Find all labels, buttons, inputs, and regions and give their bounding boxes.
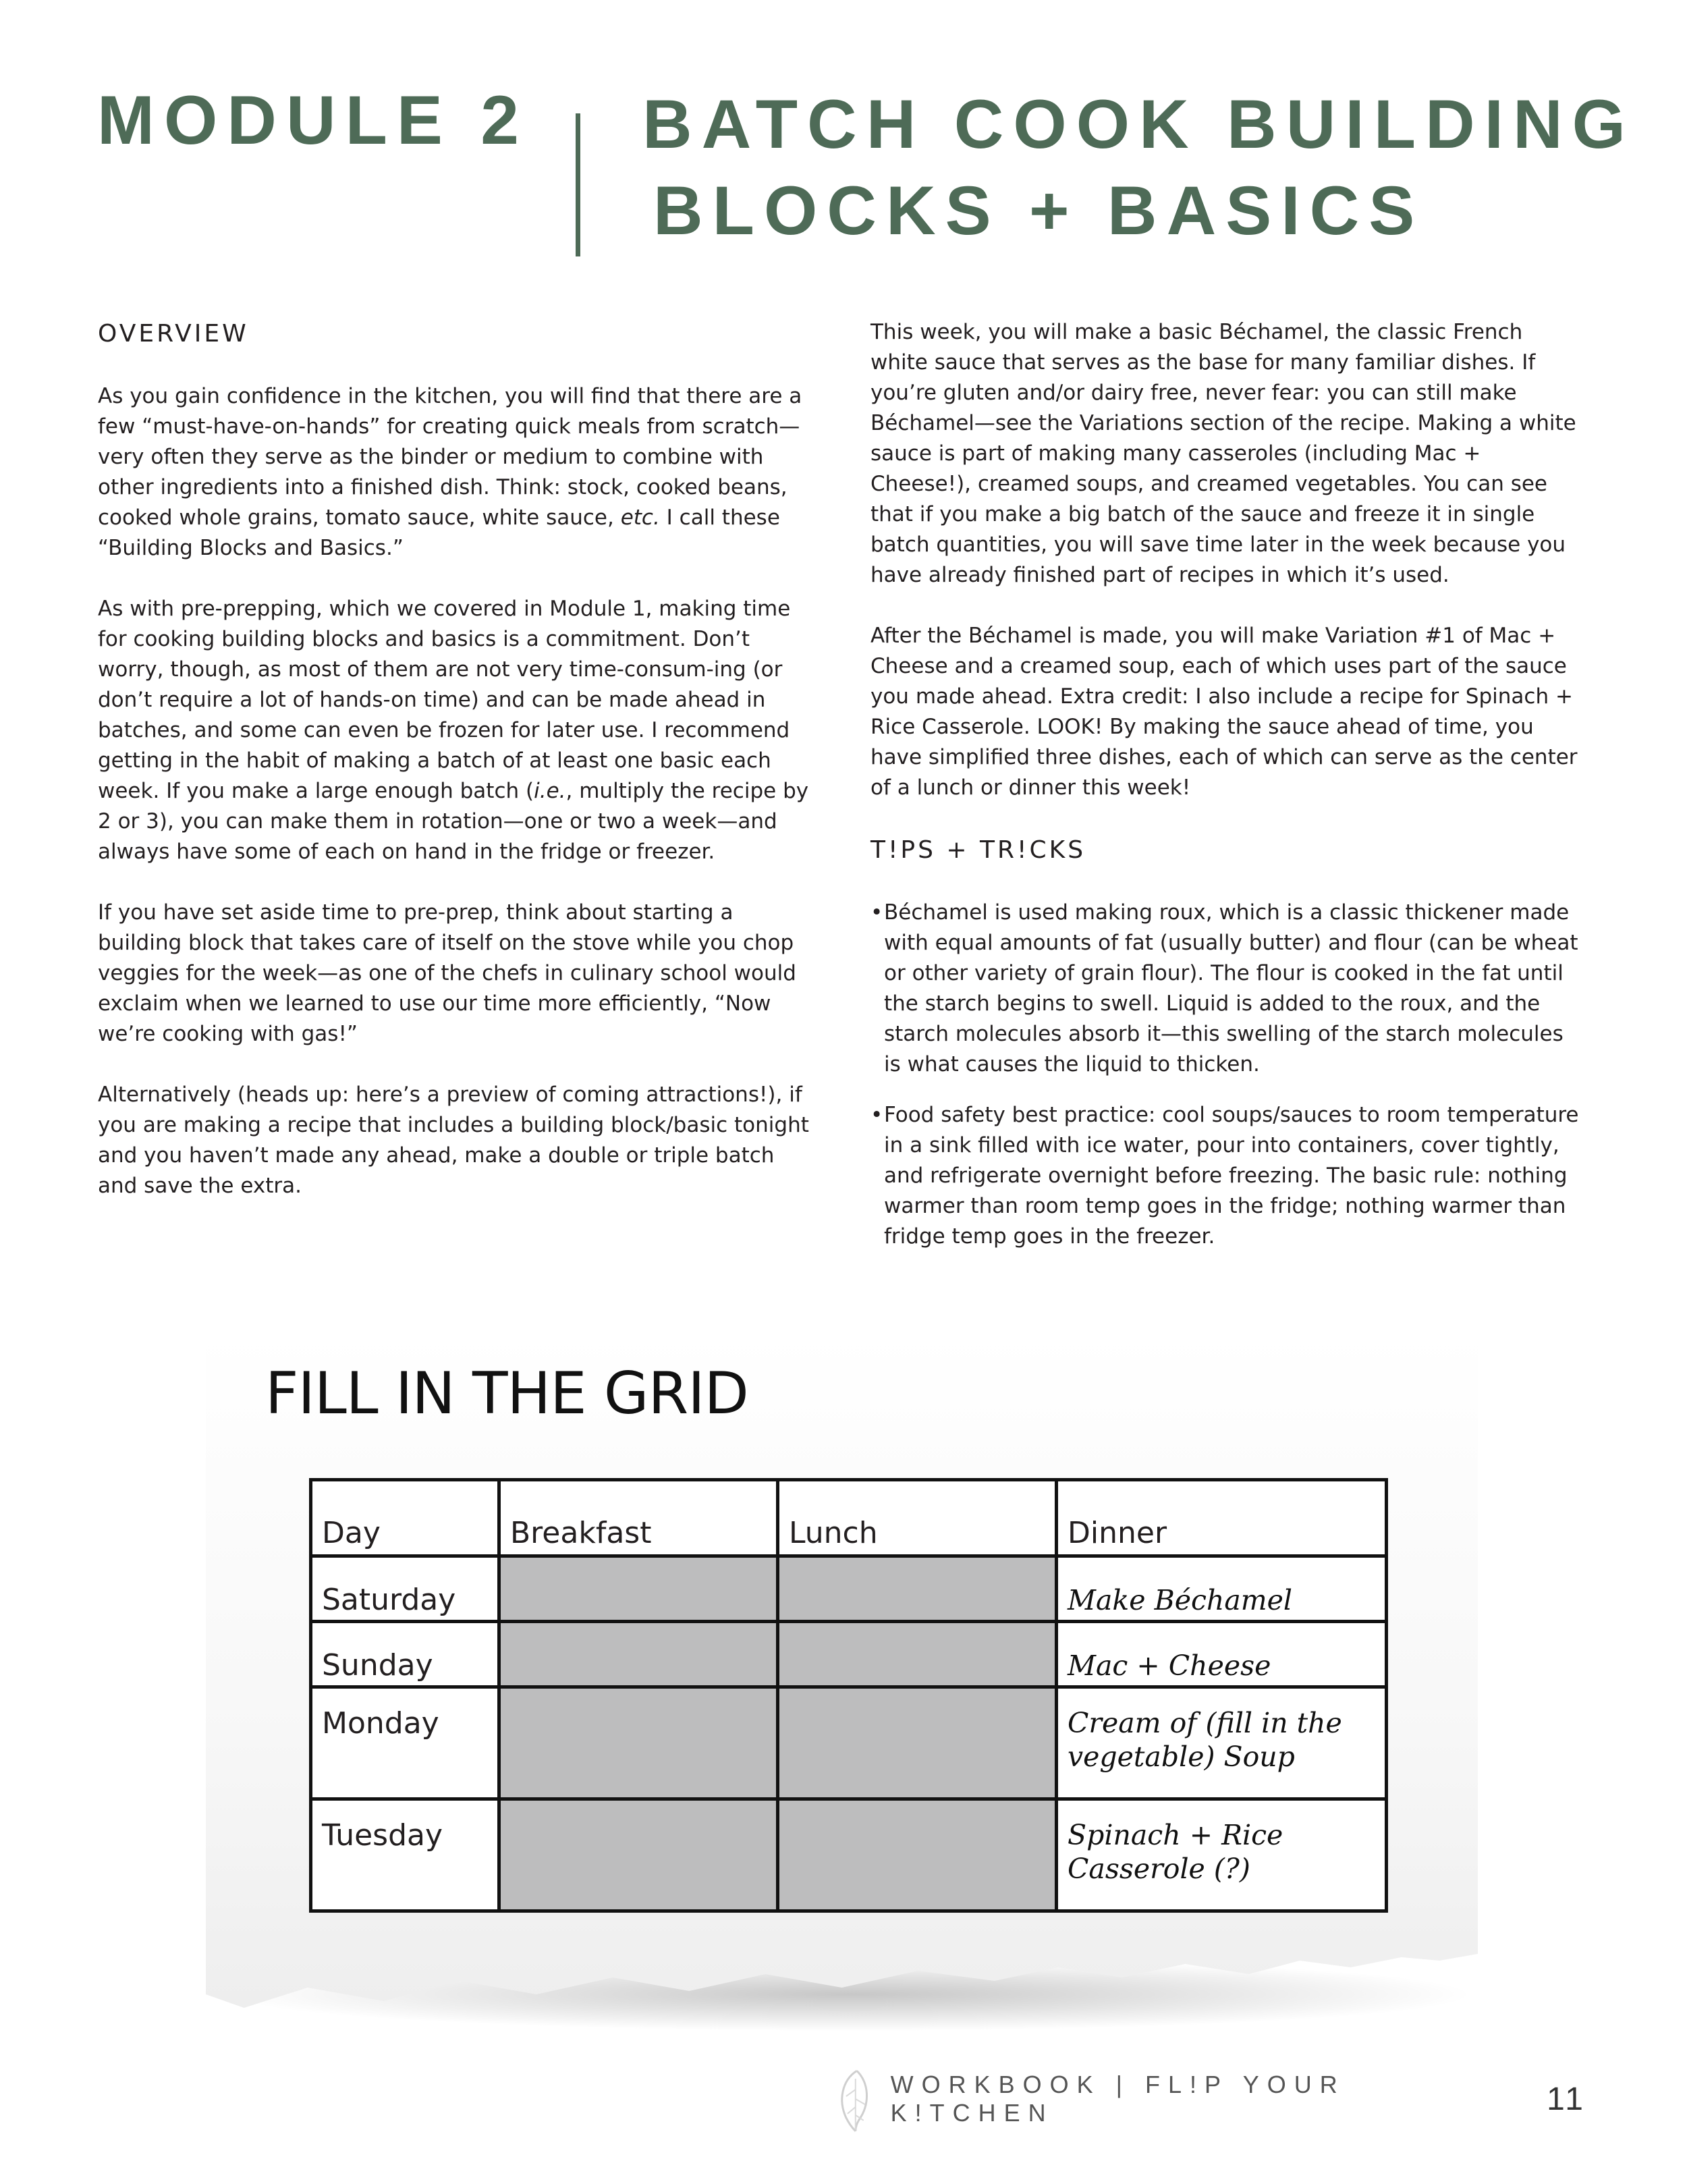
header-breakfast: Breakfast xyxy=(499,1480,778,1556)
lunch-cell[interactable] xyxy=(778,1556,1057,1622)
overview-heading: OVERVIEW xyxy=(98,320,249,348)
header-dinner: Dinner xyxy=(1057,1480,1387,1556)
intro-paragraph-2: After the Béchamel is made, you will make Variation #1 of Mac + Cheese and a creamed soup, each of which uses part of the sauce you made ahead. Extra credit: I also include a recipe for Spinach + Rice Casserole. LOOK! By making the sauce ahead of time, you have simplified three dishes, each of which can serve as the center of a lunch or dinner this week! xyxy=(870,624,1578,800)
breakfast-cell[interactable] xyxy=(499,1556,778,1622)
header-divider xyxy=(576,113,580,256)
overview-p2-ie: i.e. xyxy=(534,779,566,803)
day-cell: Monday xyxy=(311,1687,499,1799)
overview-p1-text-b: I call these “Building Blocks and Basics.” xyxy=(98,506,780,560)
intro-paragraph-1: This week, you will make a basic Béchamel, the classic French white sauce that serves as the base for many familiar dishes. If you’re gluten and/or dairy free, never fear: you can still make Béchamel—see the Variations section of the recipe. Making a white sauce is part of making many casseroles (including Mac + Cheese!), creamed soups, and creamed vegetables. You can see that if you make a big batch of the sauce and freeze it in single batch quantities, you will save time later in the week because you have already finished part of recipes in which it’s used. xyxy=(870,320,1576,587)
lunch-cell[interactable] xyxy=(778,1799,1057,1911)
tips-heading: T!PS + TR!CKS xyxy=(870,836,1086,864)
grid-header-row xyxy=(311,1480,1387,1556)
breakfast-cell[interactable] xyxy=(499,1799,778,1911)
table-row xyxy=(311,1799,1387,1911)
dinner-cell: Make Béchamel xyxy=(1057,1556,1387,1622)
grid-title: FILL IN THE GRID xyxy=(265,1360,748,1427)
table-row xyxy=(311,1687,1387,1799)
header-day: Day xyxy=(311,1480,499,1556)
table-row xyxy=(311,1622,1387,1687)
dinner-cell: Mac + Cheese xyxy=(1057,1622,1387,1687)
page-number: 11 xyxy=(1547,2081,1586,2117)
overview-paragraph-1 xyxy=(98,381,813,564)
footer-text: WORKBOOK | FL!P YOUR K!TCHEN xyxy=(890,2071,1346,2127)
day-cell: Saturday xyxy=(311,1556,499,1622)
overview-paragraph-3: If you have set aside time to pre-prep, think about starting a building block that takes care of itself on the stove while you chop veggies for the week—as one of the chefs in culinary school would exclaim when we learned to use our time more efficiently, “Now we’re cooking with gas!” xyxy=(98,900,796,1046)
overview-p1-text-a: As you gain confidence in the kitchen, you will find that there are a few “must-have-on-hands” for creating quick meals from scratch—very often they serve as the binder or medium to combine with other ingredients into a finished dish. Think: stock, cooked beans, cooked whole grains, tomato sauce, white sauce, xyxy=(98,384,802,530)
bullet-marker: • xyxy=(870,900,883,925)
overview-p2-text-a: As with pre-prepping, which we covered in Module 1, making time for cooking building blocks and basics is a commitment. Don’t worry, though, as most of them are not very time-consum-ing (or don’t require a lot of hands-on time) and can be made ahead in batches, and some can even be frozen for later use. I recommend getting in the habit of making a batch of at least one basic each week. If you make a large enough batch ( xyxy=(98,597,791,803)
meal-grid xyxy=(309,1478,1388,1913)
module-title-line2: BLOCKS + BASICS xyxy=(653,172,1425,249)
dinner-cell: Cream of (fill in the vegetable) Soup xyxy=(1057,1687,1387,1799)
overview-column xyxy=(98,317,813,1232)
table-row xyxy=(311,1556,1387,1622)
module-title xyxy=(642,81,1635,254)
module-title-line1: BATCH COOK BUILDING xyxy=(642,86,1636,163)
right-column xyxy=(870,317,1586,1272)
breakfast-cell[interactable] xyxy=(499,1687,778,1799)
bullet-marker: • xyxy=(870,1103,883,1127)
overview-p2-text-b: , multiply the recipe by 2 or 3), you can make them in rotation—one or two a week—and always have some of each on hand in the fridge or freezer. xyxy=(98,779,809,864)
tip-text: Food safety best practice: cool soups/sauces to room temperature in a sink filled with ice water, pour into containers, cover tightly, and refrigerate overnight before freezing. The basic rule: nothing warmer than room temp goes in the fridge; nothing warmer than fridge temp goes in the freezer. xyxy=(884,1103,1579,1249)
day-cell: Sunday xyxy=(311,1622,499,1687)
header-lunch: Lunch xyxy=(778,1480,1057,1556)
leaf-icon xyxy=(830,2065,877,2133)
lunch-cell[interactable] xyxy=(778,1622,1057,1687)
overview-paragraph-2 xyxy=(98,594,813,867)
overview-p1-etc: etc. xyxy=(620,506,660,530)
day-cell: Tuesday xyxy=(311,1799,499,1911)
module-label: MODULE 2 xyxy=(97,82,529,159)
page-footer xyxy=(830,2065,1586,2133)
dinner-cell: Spinach + Rice Casserole (?) xyxy=(1057,1799,1387,1911)
lunch-cell[interactable] xyxy=(778,1687,1057,1799)
tip-text: Béchamel is used making roux, which is a classic thickener made with equal amounts of fat (usually butter) and flour (can be wheat or other variety of grain flour). The flour is cooked in the fat until the starch begins to swell. Liquid is added to the roux, and the starch molecules absorb it—this swelling of the starch molecules is what causes the liquid to thicken. xyxy=(884,900,1578,1076)
overview-paragraph-4: Alternatively (heads up: here’s a preview of coming attractions!), if you are making a recipe that includes a building block/basic tonight and you haven’t made any ahead, make a double or triple batch and save the extra. xyxy=(98,1083,809,1198)
breakfast-cell[interactable] xyxy=(499,1622,778,1687)
tip-item xyxy=(870,898,1586,1080)
tip-item xyxy=(870,1100,1586,1252)
